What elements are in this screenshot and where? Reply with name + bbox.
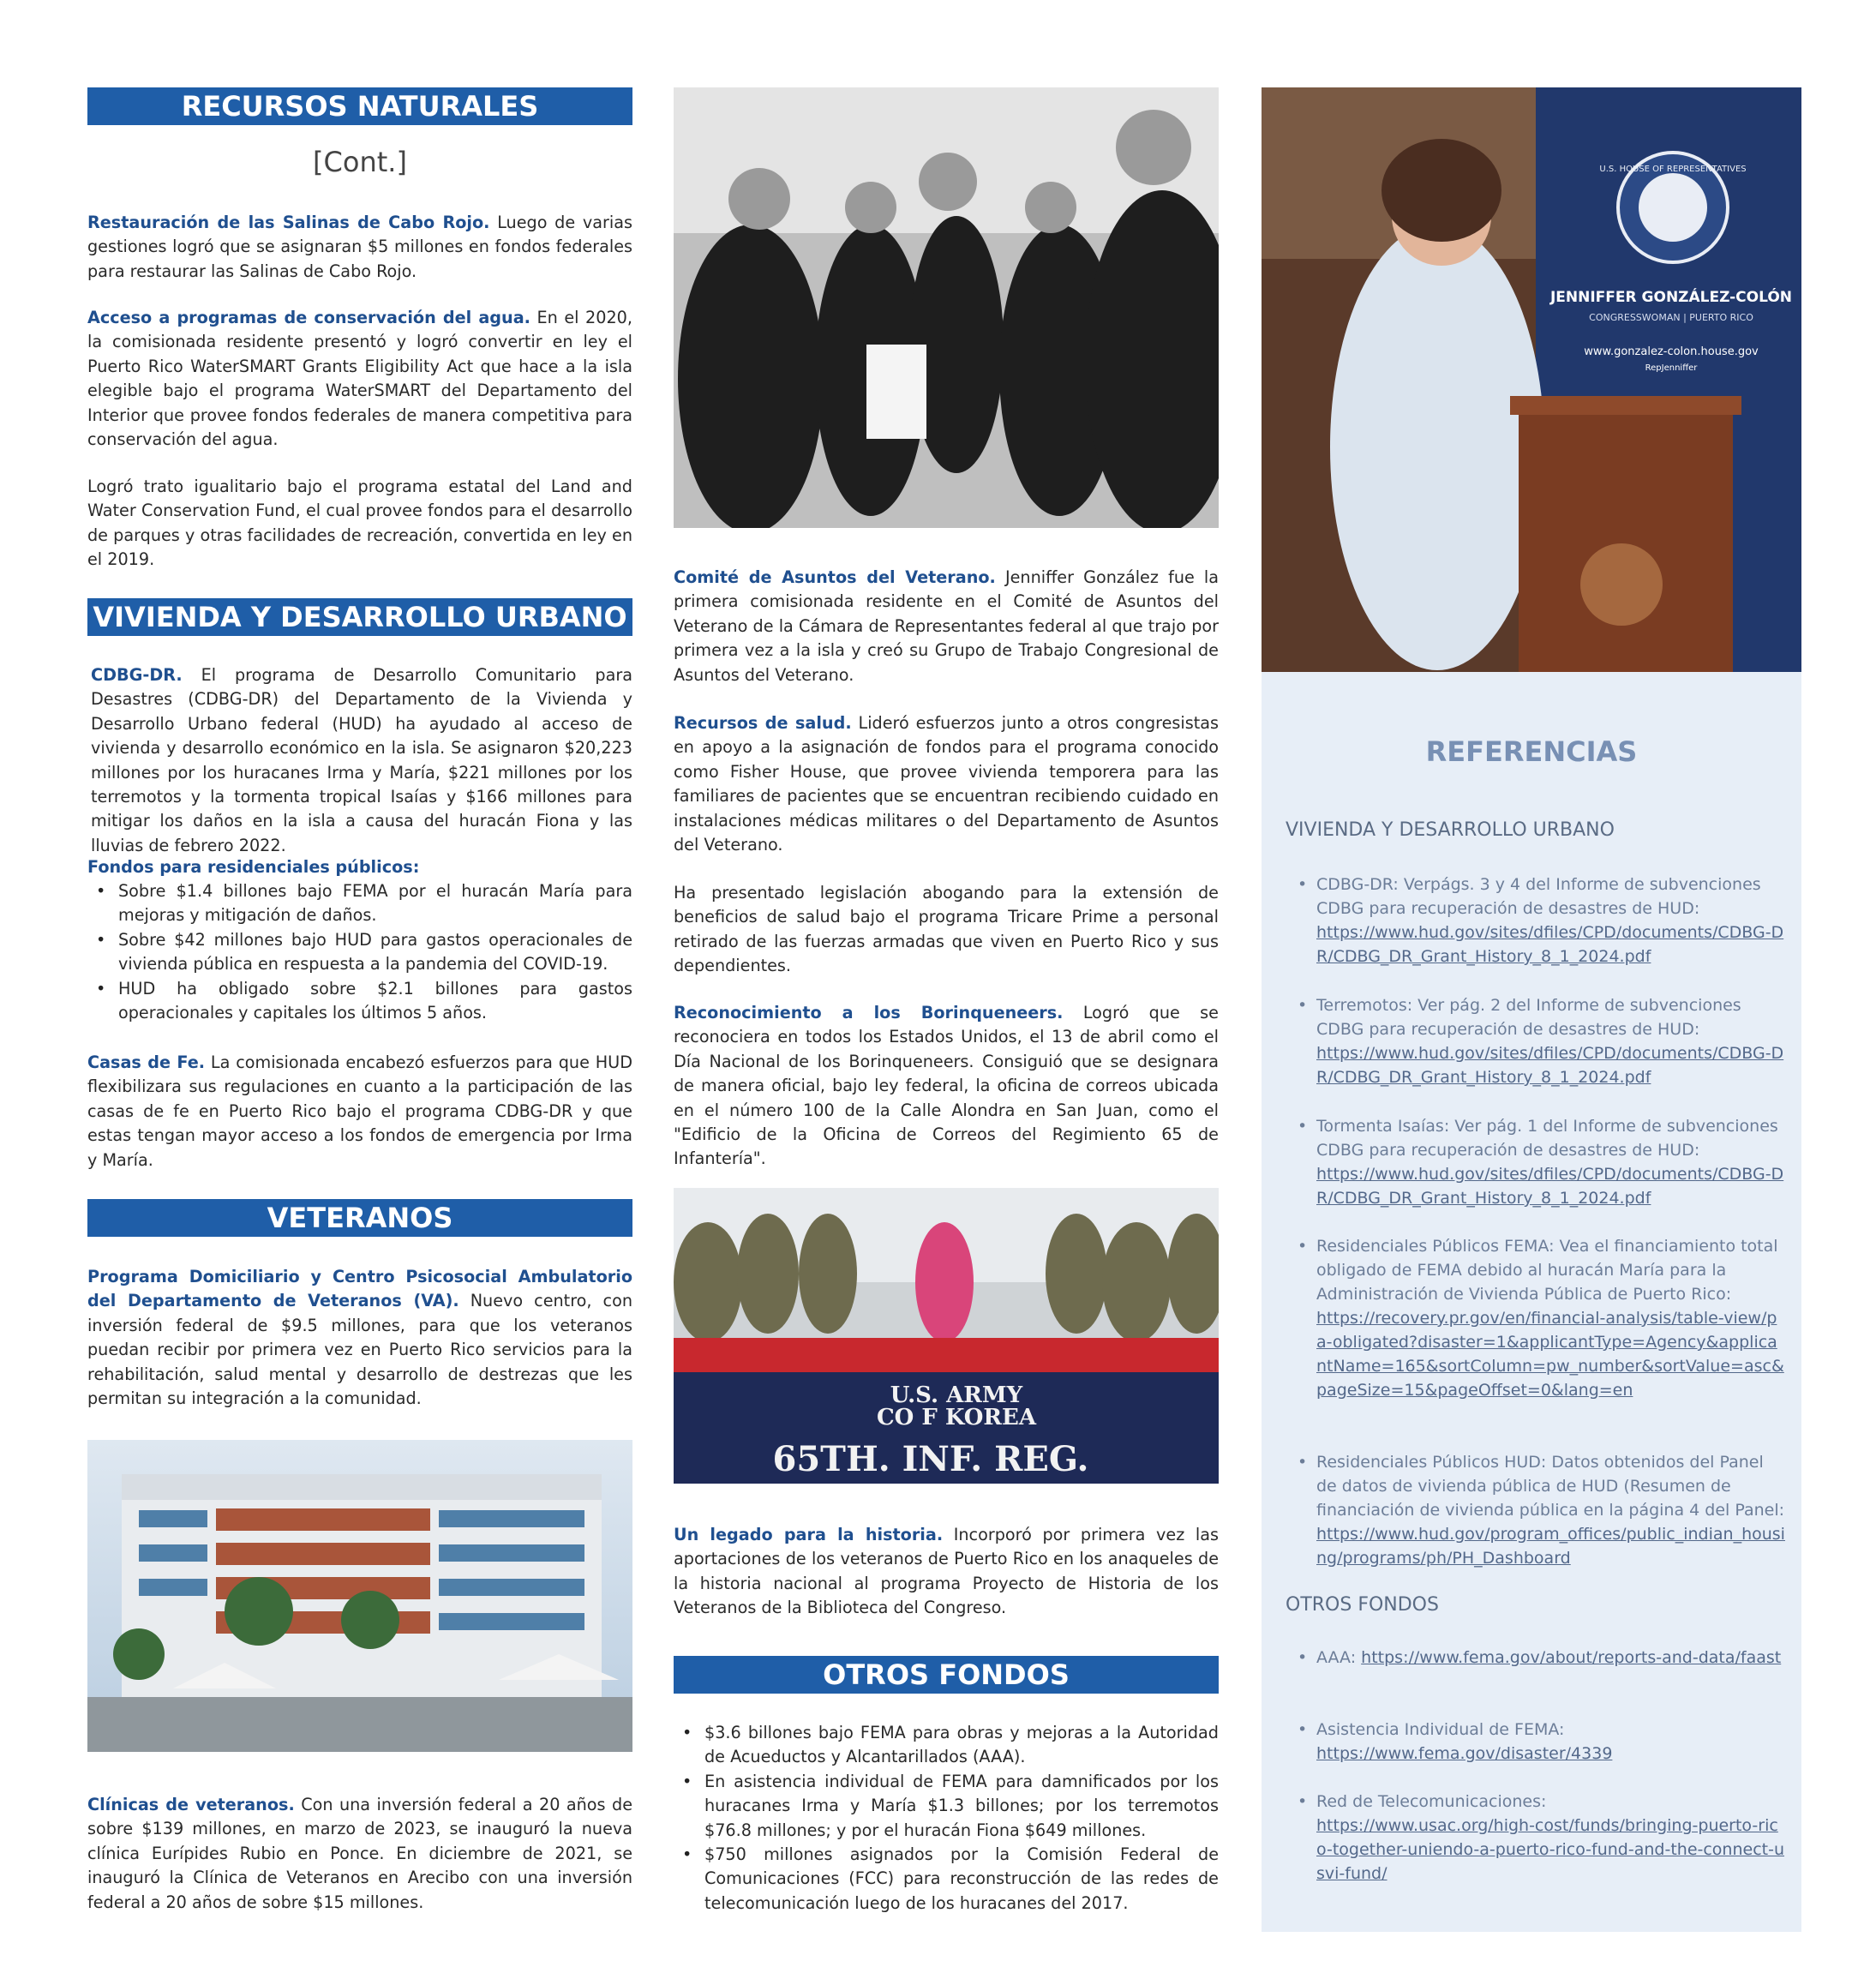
reference-text: Red de Telecomunicaciones: <box>1316 1792 1547 1811</box>
paragraph-title: Comité de Asuntos del Veterano. <box>674 567 996 587</box>
section-header-recursos: RECURSOS NATURALES <box>87 87 632 125</box>
reference-item <box>1292 1114 1786 1210</box>
section-header-veteranos: VETERANOS <box>87 1199 632 1237</box>
list-item: • Sobre $1.4 billones bajo FEMA por el huracán María para mejoras y mitigación de daños. <box>87 879 632 928</box>
banner-text: U.S. ARMY <box>890 1382 1023 1408</box>
paragraph-title: CDBG-DR. <box>91 665 183 685</box>
banner-text: CO F KOREA <box>876 1405 1037 1430</box>
paragraph-text: En el 2020, la comisionada residente presentó y logró convertir en ley el Puerto Rico WaterSMART Grants Eligibility Act que hace a la isla elegible bajo el programa WaterSMART del Departamento del Interior que provee fondos federales de manera competitiva para conservación del agua. <box>87 308 632 450</box>
references-subheading-otros: OTROS FONDOS <box>1286 1594 1439 1616</box>
paragraph-title: Restauración de las Salinas de Cabo Rojo. <box>87 213 490 232</box>
paragraph-text: Jenniffer González fue la primera comisionada residente en el Comité de Asuntos del Veterano de la Cámara de Representantes federal al que trajo por primera vez a la isla y creó su Grupo de Trabajo Congresional de Asuntos del Veterano. <box>674 567 1220 685</box>
reference-item <box>1292 873 1786 969</box>
list-item: • Sobre $42 millones bajo HUD para gastos operacionales de vivienda pública en respuesta a la pandemia del COVID-19. <box>87 928 632 977</box>
paragraph-title: Un legado para la historia. <box>674 1525 944 1544</box>
nameplate-role: CONGRESSWOMAN | PUERTO RICO <box>1589 312 1753 323</box>
paragraph-cdbg <box>87 663 632 858</box>
paragraph-text: El programa de Desarrollo Comunitario para Desastres (CDBG-DR) del Departamento de la Vivienda y Desarrollo Urbano federal (HUD) ha ayudado al acceso de vivienda y desarrollo económico en la isla. Se asignaron $20,223 millones por los huracanes Irma y María, $221 millones por los terremotos y la tormenta tropical Isaías y $166 millones para mitigar los daños en la isla a causa del huracán Fiona y las lluvias de febrero 2022. <box>91 665 632 855</box>
paragraph-text: Lideró esfuerzos junto a otros congresistas en apoyo a la asignación de fondos para el programa conocido como Fisher House, que provee vivienda temporera para las familiares de pacientes que se encuentran recibiendo cuidado en instalaciones médicas militares o del Departamento de Asuntos del Veterano. <box>674 713 1220 855</box>
reference-text: Asistencia Individual de FEMA: <box>1316 1720 1565 1739</box>
fondos-bullet-list <box>87 879 632 1025</box>
reference-item <box>1292 1790 1786 1886</box>
photo-borinqueneers-ceremony <box>674 1188 1219 1484</box>
paragraph-text: Nuevo centro, con inversión federal de $9.5 millones, para que los veteranos puedan recibir por primera vez en Puerto Rico servicios para la rehabilitación, salud mental y desarrollo de destrezas que les permitan su integración a la comunidad. <box>87 1291 632 1409</box>
paragraph-clinicas <box>87 1793 632 1915</box>
paragraph-legado <box>674 1523 1219 1621</box>
reference-link[interactable]: https://www.hud.gov/sites/dfiles/CPD/documents/CDBG-DR/CDBG_DR_Grant_History_8_1_2024.pdf <box>1316 923 1784 966</box>
continued-label: [Cont.] <box>313 146 407 178</box>
nameplate-website: www.gonzalez-colon.house.gov <box>1584 345 1759 358</box>
paragraph-agua <box>87 306 632 452</box>
list-item: • HUD ha obligado sobre $2.1 billones para gastos operacionales y capitales los últimos 5 años. <box>87 977 632 1026</box>
paragraph-land-water: Logró trato igualitario bajo el programa estatal del Land and Water Conservation Fund, el cual provee fondos para el desarrollo de parques y otras facilidades de recreación, convertida en ley en el 2019. <box>87 477 632 570</box>
nameplate-name: JENNIFFER GONZÁLEZ-COLÓN <box>1549 289 1793 306</box>
reference-link[interactable]: https://www.fema.gov/disaster/4339 <box>1316 1744 1613 1763</box>
reference-text: AAA: <box>1316 1648 1362 1667</box>
reference-text: Tormenta Isaías: Ver pág. 1 del Informe de subvenciones CDBG para recuperación de desastres de HUD: <box>1316 1117 1778 1160</box>
section-header-otros-fondos: OTROS FONDOS <box>674 1656 1219 1694</box>
reference-item <box>1292 1646 1786 1670</box>
list-item: • $3.6 billones bajo FEMA para obras y mejoras a la Autoridad de Acueductos y Alcantarillados (AAA). <box>674 1721 1219 1770</box>
reference-link[interactable]: https://www.hud.gov/sites/dfiles/CPD/documents/CDBG-DR/CDBG_DR_Grant_History_8_1_2024.pdf <box>1316 1044 1784 1087</box>
otros-fondos-bullet-list <box>674 1721 1219 1916</box>
fondos-title <box>87 855 632 879</box>
reference-link[interactable]: https://www.fema.gov/about/reports-and-data/faast <box>1361 1648 1782 1667</box>
reference-text: Terremotos: Ver pág. 2 del Informe de subvenciones CDBG para recuperación de desastres de HUD: <box>1316 996 1741 1039</box>
references-subheading-vivienda: VIVIENDA Y DESARROLLO URBANO <box>1286 819 1615 841</box>
reference-text: Residenciales Públicos FEMA: Vea el financiamiento total obligado de FEMA debido al huracán María para la Administración de Vivienda Pública de Puerto Rico: <box>1316 1237 1778 1304</box>
paragraph-text: La comisionada encabezó esfuerzos para que HUD flexibilizara sus regulaciones en cuanto a la participación de las casas de fe en Puerto Rico bajo el programa CDBG-DR y que estas tengan mayor acceso a los fondos de emergencia por Irma y María. <box>87 1052 633 1170</box>
paragraph-casas-fe <box>87 1051 632 1172</box>
photo-congresswoman-podium <box>1262 87 1801 672</box>
paragraph-title: Programa Domiciliario y Centro Psicosocial Ambulatorio del Departamento de Veteranos (VA). <box>87 1267 632 1311</box>
paragraph-text: Luego de varias gestiones logró que se asignaran $5 millones en fondos federales para restaurar las Salinas de Cabo Rojo. <box>87 213 632 281</box>
paragraph-recursos-salud <box>674 711 1219 857</box>
paragraph-borinqueneers <box>674 1001 1219 1172</box>
section-header-vivienda: VIVIENDA Y DESARROLLO URBANO <box>87 598 632 636</box>
list-item: • $750 millones asignados por la Comisión Federal de Comunicaciones (FCC) para reconstrucción de las redes de telecomunicación luego de los huracanes del 2017. <box>674 1843 1219 1916</box>
reference-link[interactable]: https://www.hud.gov/sites/dfiles/CPD/documents/CDBG-DR/CDBG_DR_Grant_History_8_1_2024.pdf <box>1316 1165 1784 1208</box>
paragraph-tricare: Ha presentado legislación abogando para la extensión de beneficios de salud bajo el programa Tricare Prime a personal retirado de las fuerzas armadas que viven en Puerto Rico y sus dependientes. <box>674 883 1219 976</box>
banner-text: 65TH. INF. REG. <box>772 1439 1089 1479</box>
photo-group-meeting <box>674 87 1219 528</box>
paragraph-programa-domiciliario <box>87 1265 632 1411</box>
reference-link[interactable]: https://www.usac.org/high-cost/funds/bringing-puerto-rico-together-uniendo-a-puerto-rico-fund-and-the-connect-usvi-fund/ <box>1316 1816 1784 1883</box>
paragraph-title: Reconocimiento a los Borinqueneers. <box>674 1003 1064 1022</box>
reference-item <box>1292 993 1786 1089</box>
paragraph-title: Recursos de salud. <box>674 713 852 733</box>
photo-veterans-building <box>87 1440 632 1752</box>
paragraph-text: Incorporó por primera vez las aportaciones de los veteranos de Puerto Rico en los anaqueles de la historia nacional al programa Proyecto de Historia de los Veteranos de la Biblioteca del Congreso. <box>674 1525 1219 1618</box>
list-item: • En asistencia individual de FEMA para damnificados por los huracanes Irma y María $1.3 billones; por los terremotos $76.8 millones; y por el huracán Fiona $649 millones. <box>674 1770 1219 1843</box>
reference-item <box>1292 1450 1786 1570</box>
reference-item <box>1292 1718 1786 1766</box>
seal-text: U.S. HOUSE OF REPRESENTATIVES <box>1599 165 1747 174</box>
nameplate-handle: RepJenniffer <box>1645 363 1698 373</box>
subheading: Fondos para residenciales públicos: <box>87 857 420 877</box>
paragraph-title: Casas de Fe. <box>87 1052 206 1072</box>
paragraph-title: Acceso a programas de conservación del agua. <box>87 308 530 327</box>
reference-item <box>1292 1234 1786 1402</box>
paragraph-text: Logró que se reconociera en todos los Estados Unidos, el 13 de abril como el Día Nacional de los Borinqueneers. Consiguió que se designara de manera oficial, bajo ley federal, la oficina de correos ubicada en el número 100 de la Calle Alondra en San Juan, como el "Edificio de la Oficina de Correos del Regimiento 65 de Infantería". <box>674 1003 1219 1169</box>
reference-text: CDBG-DR: Verpágs. 3 y 4 del Informe de subvenciones CDBG para recuperación de desastres de HUD: <box>1316 875 1761 918</box>
references-title: REFERENCIAS <box>1425 735 1638 768</box>
reference-link[interactable]: https://www.hud.gov/program_offices/public_indian_housing/programs/ph/PH_Dashboard <box>1316 1525 1785 1568</box>
paragraph-comite-veterano <box>674 566 1219 687</box>
reference-text: Residenciales Públicos HUD: Datos obtenidos del Panel de datos de vivienda pública de HUD (Resumen de financiación de vivienda pública en la página 4 del Panel: <box>1316 1453 1785 1520</box>
paragraph-salinas <box>87 211 632 284</box>
paragraph-title: Clínicas de veteranos. <box>87 1795 295 1814</box>
reference-link[interactable]: https://recovery.pr.gov/en/financial-analysis/table-view/pa-obligated?disaster=1&applicantType=Agency&applicantName=165&sortColumn=pw_number&sortValue=asc&pageSize=15&pageOffset=0&lang=en <box>1316 1309 1784 1400</box>
paragraph-text: Con una inversión federal a 20 años de sobre $139 millones, en marzo de 2023, se inauguró la nueva clínica Eurípides Rubio en Ponce. En diciembre de 2021, se inauguró la Clínica de Veteranos en Arecibo con una inversión federal a 20 años de sobre $15 millones. <box>87 1795 632 1912</box>
